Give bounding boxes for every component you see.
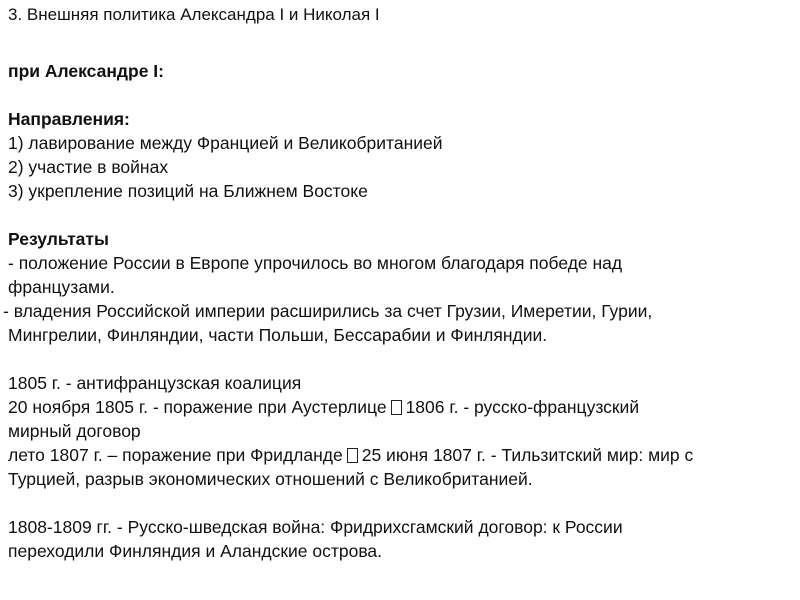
event-austerlitz (8, 395, 793, 419)
event-swedish-war-line-1: 1808-1809 гг. - Русско-шведская война: Фридрихсгамский договор: к России (8, 517, 623, 537)
blank-line (8, 203, 793, 227)
missing-glyph-icon (347, 448, 358, 463)
event-tilsit-text: 25 июня 1807 г. - Тильзитский мир: мир с (361, 445, 694, 465)
missing-glyph-icon (391, 400, 402, 415)
event-friedland (8, 443, 793, 467)
event-austerlitz-line-2: мирный договор (8, 421, 141, 441)
section-heading: при Александре I: (8, 61, 164, 81)
direction-item-3: 3) укрепление позиций на Ближнем Востоке (8, 181, 368, 201)
document-body (3, 59, 793, 563)
results-heading: Результаты (8, 229, 109, 249)
blank-line (8, 491, 793, 515)
result-item-1-line-1: - положение России в Европе упрочилось во многом благодаря победе над (8, 253, 623, 273)
event-1805-coalition: 1805 г. - антифранцузская коалиция (8, 373, 302, 393)
directions-heading: Направления: (8, 109, 130, 129)
direction-item-1: 1) лавирование между Францией и Великобританией (8, 133, 443, 153)
result-item-2-line-2: Мингрелии, Финляндии, части Польши, Бессарабии и Финляндии. (8, 325, 548, 345)
blank-line (8, 347, 793, 371)
result-item-2-line-1: - владения Российской империи расширились за счет Грузии, Имеретии, Гурии, (3, 301, 653, 321)
event-1806-treaty-text: 1806 г. - русско-французский (405, 397, 640, 417)
event-friedland-text: лето 1807 г. – поражение при Фридланде (8, 445, 343, 465)
blank-line (8, 83, 793, 107)
document-title: 3. Внешняя политика Александра I и Николая I (8, 5, 380, 24)
event-swedish-war-line-2: переходили Финляндия и Аландские острова. (8, 541, 383, 561)
direction-item-2: 2) участие в войнах (8, 157, 169, 177)
result-item-1-line-2: французами. (8, 277, 115, 297)
event-friedland-line-2: Турцией, разрыв экономических отношений с Великобританией. (8, 469, 533, 489)
event-austerlitz-text: 20 ноября 1805 г. - поражение при Аустерлице (8, 397, 387, 417)
